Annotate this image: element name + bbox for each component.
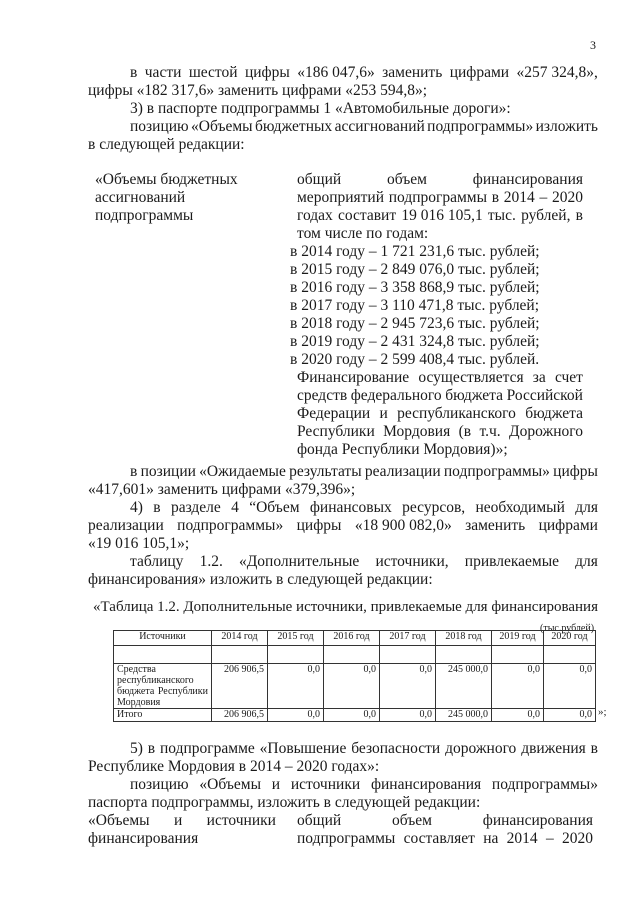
value-cell: 0,0 bbox=[380, 664, 436, 709]
passport-text: годах составит 19 016 105,1 тыс. рублей, в bbox=[297, 207, 583, 224]
value-cell: 0,0 bbox=[324, 664, 380, 709]
total-cell: 0,0 bbox=[544, 709, 596, 722]
value-cell: 0,0 bbox=[544, 664, 596, 709]
text-line: 5) в подпрограмме «Повышение безопасности дорожного движения в bbox=[130, 740, 598, 757]
table-title: «Таблица 1.2. Дополнительные источники, привлекаемые для финансирования bbox=[93, 599, 598, 615]
passport-label: ассигнований bbox=[95, 189, 186, 206]
header-cell: 2019 год bbox=[492, 631, 544, 646]
value-cell: 0,0 bbox=[492, 664, 544, 709]
passport-label: финансирования bbox=[88, 830, 199, 847]
text-line: реализации подпрограммы» цифры «18 900 082,0» заменить цифрами bbox=[88, 517, 598, 534]
text-line: позицию «Объемы и источники финансирования подпрограммы» bbox=[130, 776, 598, 793]
text-line: цифры «182 317,6» заменить цифрами «253 594,8»; bbox=[88, 82, 428, 99]
text-line: в части шестой цифры «186 047,6» заменить цифрами «257 324,8», bbox=[130, 64, 598, 81]
passport-text: Федерации и республиканского бюджета bbox=[297, 405, 583, 422]
header-cell: 2016 год bbox=[324, 631, 380, 646]
year-amount: в 2015 году – 2 849 076,0 тыс. рублей; bbox=[290, 261, 540, 278]
table-total-row bbox=[114, 709, 596, 722]
text-line: финансирования» изложить в следующей редакции: bbox=[88, 571, 433, 588]
passport-text: фонда Республики Мордовия)»; bbox=[297, 441, 508, 458]
passport-text: том числе по годам: bbox=[297, 225, 429, 242]
text-line: 4) в разделе 4 “Объем финансовых ресурсов, необходимый для bbox=[130, 499, 598, 516]
year-amount: в 2018 году – 2 945 723,6 тыс. рублей; bbox=[290, 315, 540, 332]
value-cell: 0,0 bbox=[268, 664, 324, 709]
source-cell: Средства республиканского бюджета Республики Мордовия bbox=[114, 664, 212, 709]
header-cell: 2018 год bbox=[436, 631, 492, 646]
header-cell: Источники bbox=[114, 631, 212, 646]
total-cell: 0,0 bbox=[324, 709, 380, 722]
financing-table bbox=[113, 630, 596, 722]
year-amount: в 2017 году – 3 110 471,8 тыс. рублей; bbox=[290, 297, 540, 314]
year-amount: в 2020 году – 2 599 408,4 тыс. рублей. bbox=[290, 351, 540, 368]
total-cell: 245 000,0 bbox=[436, 709, 492, 722]
header-cell: 2014 год bbox=[212, 631, 268, 646]
total-cell: 0,0 bbox=[492, 709, 544, 722]
text-line: «417,601» заменить цифрами «379,396»; bbox=[88, 481, 356, 498]
text-line: 3) в паспорте подпрограммы 1 «Автомобильные дороги»: bbox=[130, 100, 511, 117]
value-cell: 206 906,5 bbox=[212, 664, 268, 709]
header-cell: 2017 год bbox=[380, 631, 436, 646]
text-line: Республике Мордовия в 2014 – 2020 годах»: bbox=[88, 758, 380, 775]
table-closing-mark: »; bbox=[598, 706, 607, 718]
passport-text: общий объем финансирования bbox=[297, 171, 583, 188]
header-cell: 2015 год bbox=[268, 631, 324, 646]
table-header-row bbox=[114, 631, 596, 646]
passport-text: общий объем финансирования bbox=[297, 812, 593, 829]
passport-label: «Объемы и источники bbox=[88, 812, 276, 829]
passport-label: подпрограммы bbox=[95, 207, 194, 224]
text-line: позицию «Объемы бюджетных ассигнований подпрограммы» изложить bbox=[130, 118, 598, 135]
year-amount: в 2019 году – 2 431 324,8 тыс. рублей; bbox=[290, 333, 540, 350]
page-number: 3 bbox=[590, 38, 596, 52]
total-cell: 206 906,5 bbox=[212, 709, 268, 722]
passport-label: «Объемы бюджетных bbox=[95, 171, 238, 188]
passport-text: мероприятий подпрограммы в 2014 – 2020 bbox=[297, 189, 583, 206]
table-unit: (тыс.рублей) bbox=[540, 623, 595, 634]
passport-text: Республики Мордовия (в т.ч. Дорожного bbox=[297, 423, 583, 440]
total-cell: 0,0 bbox=[380, 709, 436, 722]
table-spacer-row bbox=[114, 646, 596, 664]
total-label: Итого bbox=[114, 709, 212, 722]
total-cell: 0,0 bbox=[268, 709, 324, 722]
text-line: «19 016 105,1»; bbox=[88, 535, 190, 552]
year-amount: в 2014 году – 1 721 231,6 тыс. рублей; bbox=[290, 243, 540, 260]
text-line: таблицу 1.2. «Дополнительные источники, привлекаемые для bbox=[130, 553, 598, 570]
header-cell: 2020 год bbox=[544, 631, 596, 646]
passport-text: Финансирование осуществляется за счет bbox=[297, 369, 583, 386]
year-amount: в 2016 году – 3 358 868,9 тыс. рублей; bbox=[290, 279, 540, 296]
value-cell: 245 000,0 bbox=[436, 664, 492, 709]
text-line: в следующей редакции: bbox=[88, 136, 245, 153]
passport-text: подпрограммы составляет на 2014 – 2020 bbox=[297, 830, 593, 847]
table-row bbox=[114, 664, 596, 709]
text-line: паспорта подпрограммы, изложить в следующей редакции: bbox=[88, 794, 481, 811]
passport-text: средств федерального бюджета Российской bbox=[297, 387, 583, 404]
text-line: в позиции «Ожидаемые результаты реализации подпрограммы» цифры bbox=[130, 463, 598, 480]
